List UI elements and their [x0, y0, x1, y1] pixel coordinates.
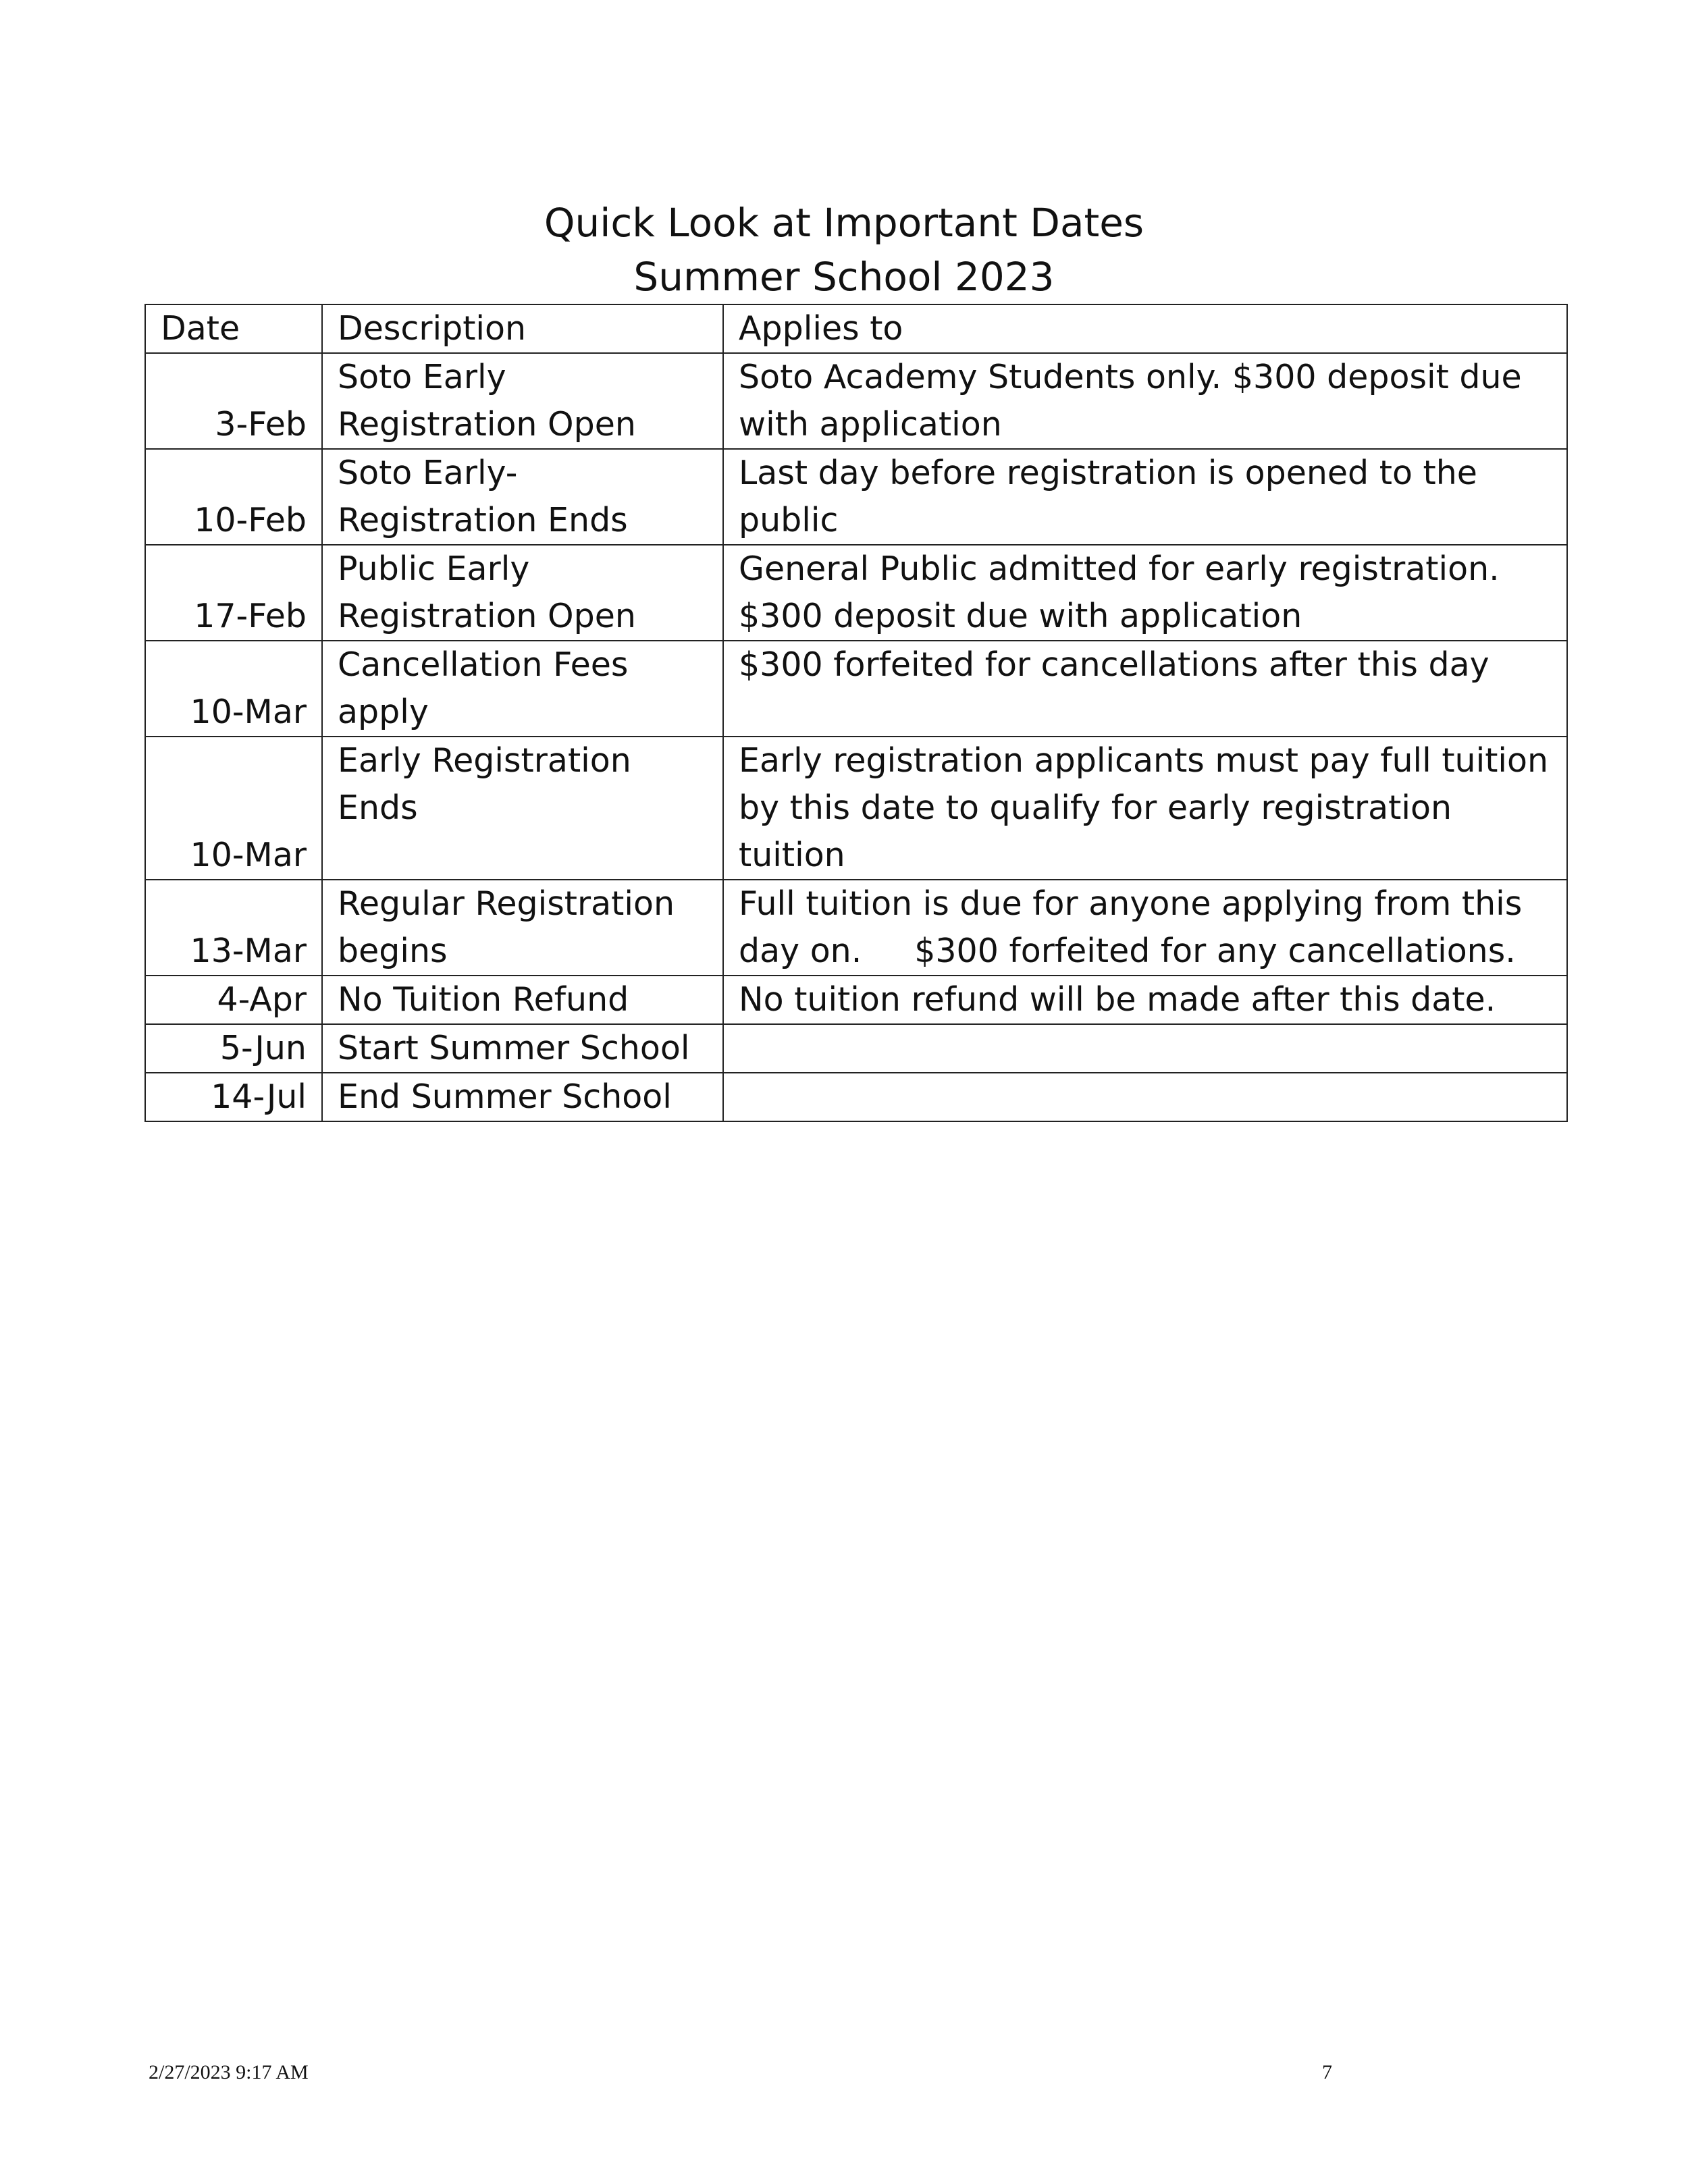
table-header-row	[145, 304, 1567, 353]
date-cell: 3-Feb	[145, 353, 322, 449]
table-row	[145, 880, 1567, 976]
date-cell: 10-Mar	[145, 641, 322, 737]
table-row	[145, 641, 1567, 737]
table-row	[145, 1073, 1567, 1121]
applies-to-cell: Last day before registration is opened to the public	[723, 449, 1567, 545]
applies-to-cell: $300 forfeited for cancellations after this day	[723, 641, 1567, 737]
applies-to-cell: No tuition refund will be made after this date.	[723, 976, 1567, 1024]
header-applies-to: Applies to	[723, 304, 1567, 353]
table-row	[145, 737, 1567, 880]
description-cell: Soto Early-Registration Ends	[322, 449, 723, 545]
table-row	[145, 353, 1567, 449]
description-cell: Early Registration Ends	[322, 737, 723, 880]
table-row	[145, 545, 1567, 641]
date-cell: 4-Apr	[145, 976, 322, 1024]
description-cell: Regular Registration begins	[322, 880, 723, 976]
table-row	[145, 1024, 1567, 1073]
table-row	[145, 976, 1567, 1024]
date-cell: 17-Feb	[145, 545, 322, 641]
description-cell: Public Early Registration Open	[322, 545, 723, 641]
applies-to-cell: Early registration applicants must pay full tuition by this date to qualify for early registration tuition	[723, 737, 1567, 880]
applies-to-cell: Full tuition is due for anyone applying from this day on. $300 forfeited for any cancellations.	[723, 880, 1567, 976]
footer-page-number: 7	[1322, 2061, 1332, 2083]
description-cell: Soto Early Registration Open	[322, 353, 723, 449]
table-row	[145, 449, 1567, 545]
title-line-2: Summer School 2023	[633, 254, 1055, 300]
date-cell: 10-Feb	[145, 449, 322, 545]
description-cell: Cancellation Fees apply	[322, 641, 723, 737]
header-description: Description	[322, 304, 723, 353]
header-date: Date	[145, 304, 322, 353]
date-cell: 5-Jun	[145, 1024, 322, 1073]
description-cell: End Summer School	[322, 1073, 723, 1121]
important-dates-table	[144, 304, 1568, 1122]
applies-to-cell: General Public admitted for early registration. $300 deposit due with application	[723, 545, 1567, 641]
footer-timestamp: 2/27/2023 9:17 AM	[149, 2061, 309, 2083]
description-cell: Start Summer School	[322, 1024, 723, 1073]
date-cell: 10-Mar	[145, 737, 322, 880]
applies-to-cell	[723, 1073, 1567, 1121]
title-line-1: Quick Look at Important Dates	[544, 200, 1144, 246]
applies-to-cell: Soto Academy Students only. $300 deposit due with application	[723, 353, 1567, 449]
date-cell: 13-Mar	[145, 880, 322, 976]
description-cell: No Tuition Refund	[322, 976, 723, 1024]
applies-to-cell	[723, 1024, 1567, 1073]
date-cell: 14-Jul	[145, 1073, 322, 1121]
page-title	[0, 196, 1688, 304]
